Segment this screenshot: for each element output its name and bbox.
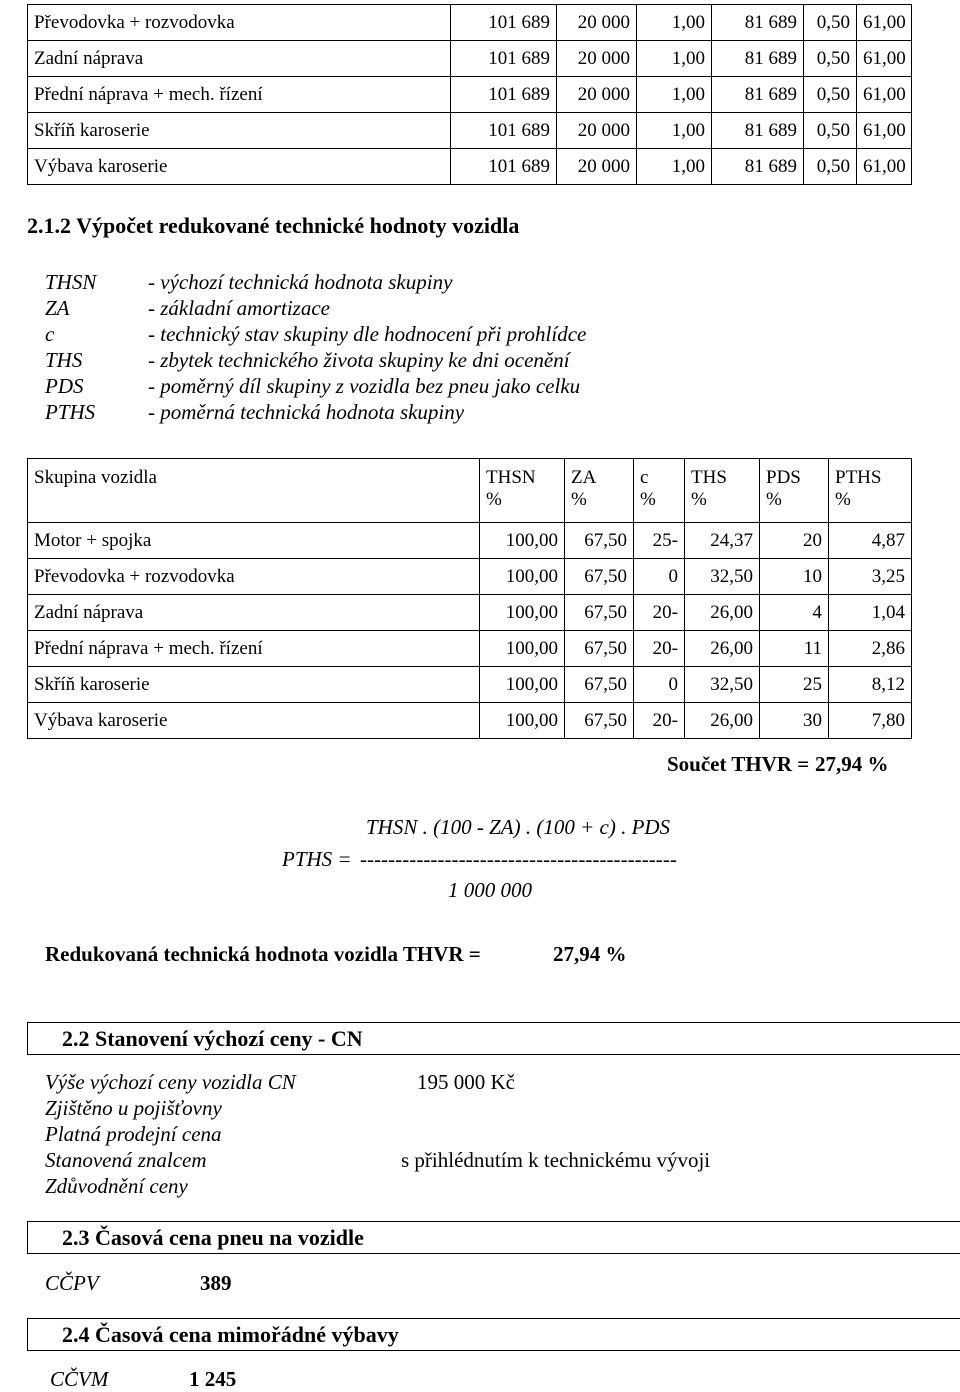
value-cell: 26,00: [685, 631, 760, 667]
value-cell: 11: [760, 631, 829, 667]
value-cell: 100,00: [480, 595, 565, 631]
section-box-2-2: [27, 1022, 960, 1055]
value-cell: 1,00: [637, 149, 712, 185]
header-za: ZA %: [565, 459, 634, 523]
group-name-cell: Skříň karoserie: [28, 113, 451, 149]
value-cell: 81 689: [712, 77, 804, 113]
ccpv-label: CČPV: [45, 1271, 99, 1295]
value-cell: 0: [634, 667, 685, 703]
value-cell: 20 000: [557, 149, 637, 185]
section-box-2-3: [27, 1221, 960, 1254]
value-cell: 3,25: [829, 559, 912, 595]
value-cell: 0,50: [804, 5, 857, 41]
group-name-cell: Převodovka + rozvodovka: [28, 559, 480, 595]
legend-description: - základní amortizace: [148, 296, 330, 320]
table-row: [28, 5, 912, 41]
price-item-label: Stanovená znalcem: [45, 1148, 207, 1172]
value-cell: 26,00: [685, 703, 760, 739]
price-item-value: s přihlédnutím k technickému vývoji: [401, 1148, 711, 1172]
value-cell: 100,00: [480, 523, 565, 559]
formula-numerator: THSN . (100 - ZA) . (100 + c) . PDS: [366, 815, 671, 839]
value-cell: 20-: [634, 595, 685, 631]
price-item-label: Zjištěno u pojišťovny: [45, 1096, 222, 1120]
header-pds: PDS %: [760, 459, 829, 523]
group-name-cell: Výbava karoserie: [28, 149, 451, 185]
value-cell: 101 689: [451, 149, 557, 185]
group-name-cell: Zadní náprava: [28, 41, 451, 77]
table-row: [28, 595, 912, 631]
value-cell: 1,00: [637, 113, 712, 149]
section-heading-2-1-2: 2.1.2 Výpočet redukované technické hodnoty vozidla: [27, 213, 520, 238]
table-row: [28, 559, 912, 595]
value-cell: 26,00: [685, 595, 760, 631]
value-cell: 32,50: [685, 559, 760, 595]
value-cell: 20 000: [557, 77, 637, 113]
value-cell: 0,50: [804, 149, 857, 185]
value-cell: 4: [760, 595, 829, 631]
value-cell: 61,00: [857, 77, 912, 113]
value-cell: 61,00: [857, 149, 912, 185]
value-cell: 61,00: [857, 5, 912, 41]
legend-symbol: ZA: [45, 296, 70, 320]
legend-symbol: THS: [45, 348, 83, 372]
value-cell: 1,00: [637, 77, 712, 113]
table-row: [28, 113, 912, 149]
section-heading-2-3: 2.3 Časová cena pneu na vozidle: [62, 1225, 364, 1250]
section-heading-2-4: 2.4 Časová cena mimořádné výbavy: [62, 1322, 399, 1347]
sum-thvr-value: 27,94 %: [815, 752, 889, 776]
value-cell: 0: [634, 559, 685, 595]
section-box-2-4: [27, 1318, 960, 1351]
value-cell: 20-: [634, 703, 685, 739]
group-name-cell: Výbava karoserie: [28, 703, 480, 739]
price-item-label: Zdůvodnění ceny: [45, 1174, 188, 1198]
value-cell: 20 000: [557, 5, 637, 41]
value-cell: 67,50: [565, 667, 634, 703]
legend-description: - výchozí technická hodnota skupiny: [148, 270, 453, 294]
value-cell: 1,04: [829, 595, 912, 631]
sum-thvr-label: Součet THVR =: [667, 752, 810, 776]
value-cell: 20-: [634, 631, 685, 667]
price-item-value: 195 000 Kč: [417, 1070, 515, 1094]
result-thvr-value: 27,94 %: [553, 942, 627, 966]
table-row: [28, 703, 912, 739]
group-value-table: [27, 4, 912, 185]
value-cell: 67,50: [565, 595, 634, 631]
header-pths: PTHS %: [829, 459, 912, 523]
result-thvr-label: Redukovaná technická hodnota vozidla THVR =: [45, 942, 481, 966]
group-name-cell: Přední náprava + mech. řízení: [28, 631, 480, 667]
value-cell: 4,87: [829, 523, 912, 559]
value-cell: 25: [760, 667, 829, 703]
table-row: [28, 41, 912, 77]
group-name-cell: Zadní náprava: [28, 595, 480, 631]
table-row: [28, 149, 912, 185]
value-cell: 24,37: [685, 523, 760, 559]
header-group: Skupina vozidla: [28, 459, 480, 523]
table-row: [28, 631, 912, 667]
legend-description: - technický stav skupiny dle hodnocení při prohlídce: [148, 322, 587, 346]
legend-symbol: PDS: [45, 374, 84, 398]
legend-description: - poměrný díl skupiny z vozidla bez pneu jako celku: [148, 374, 581, 398]
value-cell: 20 000: [557, 113, 637, 149]
value-cell: 67,50: [565, 523, 634, 559]
legend-symbol: PTHS: [45, 400, 96, 424]
formula-denominator: 1 000 000: [448, 878, 532, 902]
value-cell: 25-: [634, 523, 685, 559]
value-cell: 1,00: [637, 41, 712, 77]
group-name-cell: Skříň karoserie: [28, 667, 480, 703]
value-cell: 81 689: [712, 41, 804, 77]
value-cell: 61,00: [857, 113, 912, 149]
value-cell: 101 689: [451, 5, 557, 41]
ccvm-value: 1 245: [189, 1367, 237, 1391]
table-row: [28, 667, 912, 703]
table-row: [28, 77, 912, 113]
value-cell: 20 000: [557, 41, 637, 77]
section-heading-2-2: 2.2 Stanovení výchozí ceny - CN: [62, 1026, 363, 1051]
legend-description: - poměrná technická hodnota skupiny: [148, 400, 465, 424]
value-cell: 100,00: [480, 667, 565, 703]
value-cell: 100,00: [480, 559, 565, 595]
table-header-row: [28, 459, 912, 523]
header-thsn: THSN %: [480, 459, 565, 523]
header-c: c %: [634, 459, 685, 523]
value-cell: 100,00: [480, 703, 565, 739]
value-cell: 1,00: [637, 5, 712, 41]
value-cell: 67,50: [565, 631, 634, 667]
value-cell: 10: [760, 559, 829, 595]
price-item-label: Výše výchozí ceny vozidla CN: [45, 1070, 296, 1094]
legend-symbol: c: [45, 322, 55, 346]
formula-fraction-line: ---------------------------------------------: [360, 847, 677, 871]
legend-symbol: THSN: [45, 270, 97, 294]
ccvm-label: CČVM: [50, 1367, 109, 1391]
value-cell: 7,80: [829, 703, 912, 739]
formula-lhs: PTHS =: [282, 847, 352, 871]
group-name-cell: Přední náprava + mech. řízení: [28, 77, 451, 113]
value-cell: 101 689: [451, 113, 557, 149]
value-cell: 81 689: [712, 149, 804, 185]
value-cell: 30: [760, 703, 829, 739]
legend-description: - zbytek technického života skupiny ke dni ocenění: [148, 348, 570, 372]
table-row: [28, 523, 912, 559]
group-name-cell: Motor + spojka: [28, 523, 480, 559]
value-cell: 0,50: [804, 77, 857, 113]
value-cell: 61,00: [857, 41, 912, 77]
value-cell: 67,50: [565, 703, 634, 739]
ccpv-value: 389: [200, 1271, 232, 1295]
value-cell: 8,12: [829, 667, 912, 703]
value-cell: 101 689: [451, 77, 557, 113]
value-cell: 32,50: [685, 667, 760, 703]
value-cell: 2,86: [829, 631, 912, 667]
value-cell: 67,50: [565, 559, 634, 595]
reduced-value-table: [27, 458, 912, 739]
value-cell: 20: [760, 523, 829, 559]
value-cell: 0,50: [804, 113, 857, 149]
value-cell: 81 689: [712, 5, 804, 41]
value-cell: 101 689: [451, 41, 557, 77]
value-cell: 100,00: [480, 631, 565, 667]
value-cell: 0,50: [804, 41, 857, 77]
header-ths: THS %: [685, 459, 760, 523]
group-name-cell: Převodovka + rozvodovka: [28, 5, 451, 41]
value-cell: 81 689: [712, 113, 804, 149]
price-item-label: Platná prodejní cena: [45, 1122, 222, 1146]
